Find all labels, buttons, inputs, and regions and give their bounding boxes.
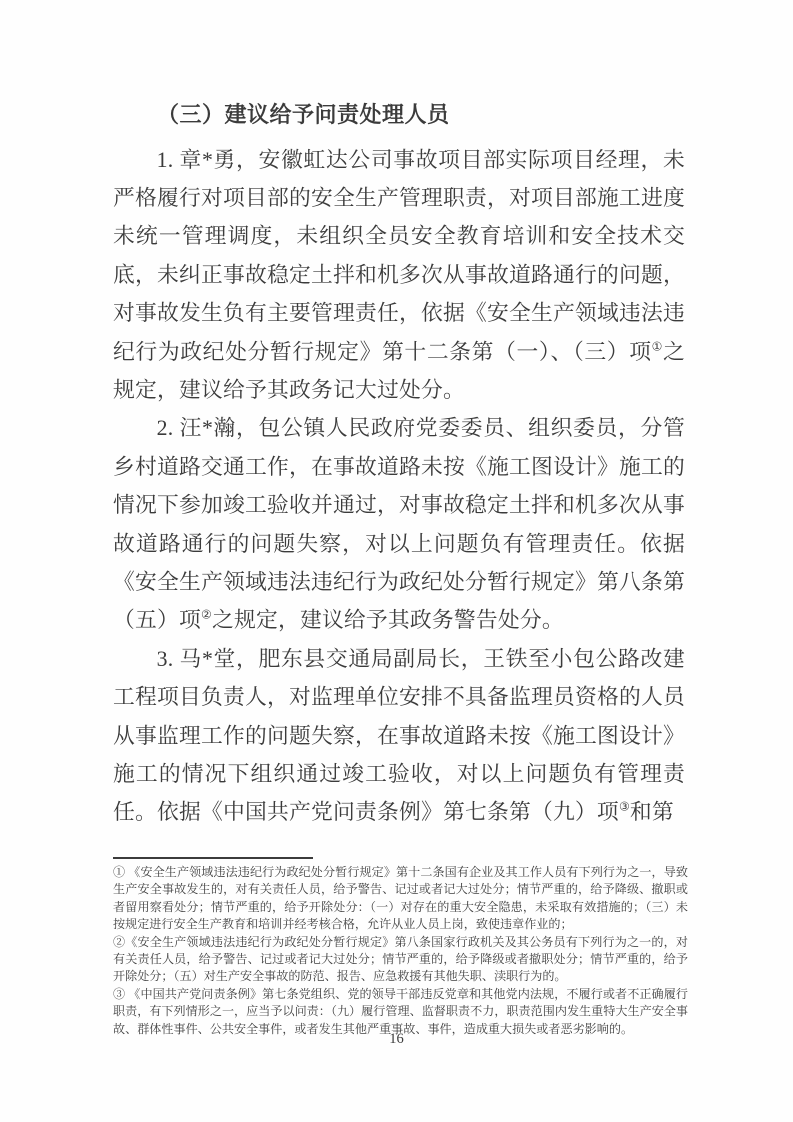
footnote-2: ②《安全生产领域违法违纪行为政纪处分暂行规定》第八条国家行政机关及其公务员有下列行为之一的，对有关责任人员，给予警告、记过或者记大过处分；情节严重的，给予降级或者撤职处分；情节严重的，给予开除处分；（五）对生产安全事故的防范、报告、应急救援有其他失职、渎职行为的。 xyxy=(113,934,688,984)
footnote-ref-icon: ② xyxy=(201,608,212,623)
footnote-1: ① 《安全生产领域违法违纪行为政纪处分暂行规定》第十二条国有企业及其工作人员有下列行为之一，导致生产安全事故发生的，对有关责任人员，给予警告、记过或者记大过处分；情节严重的，给予降级、撤职或者留用察看处分；情节严重的，给予开除处分：（一）对存在的重大安全隐患，未采取有效措施的；（三）未按规定进行安全生产教育和培训并经考核合格，允许从业人员上岗，致使违章作业的； xyxy=(113,865,688,932)
paragraph-person-3: 3. 马*堂，肥东县交通局副局长，王铁至小包公路改建工程项目负责人，对监理单位安排不具备监理员资格的人员从事监理工作的问题失察，在事故道路未按《施工图设计》施工的情况下组织通过竣工验收，对以上问题负有管理责任。依据《中国共产党问责条例》第七条第（九）项③和第 xyxy=(113,646,685,825)
paragraph-person-1: 1. 章*勇，安徽虹达公司事故项目部实际项目经理，未严格履行对项目部的安全生产管理职责，对项目部施工进度未统一管理调度，未组织全员安全教育培训和安全技术交底，未纠正事故稳定土拌和机多次从事故道路通行的问题，对事故发生负有主要管理责任，依据《安全生产领域违法违纪行为政纪处分暂行规定》第十二条第（一）、（三）项①之规定，建议给予其政务记大过处分。 xyxy=(113,147,685,402)
page-number: 16 xyxy=(389,1031,404,1047)
section-heading: （三）建议给予问责处理人员 xyxy=(157,102,450,127)
footnote-ref-icon: ① xyxy=(651,339,663,354)
footnotes-section xyxy=(113,864,688,1038)
footnote-separator xyxy=(113,857,313,859)
paragraph-person-2: 2. 汪*瀚，包公镇人民政府党委委员、组织委员，分管乡村道路交通工作，在事故道路未按《施工图设计》施工的情况下参加竣工验收并通过，对事故稳定土拌和机多次从事故道路通行的问题失察，对以上问题负有管理责任。依据《安全生产领域违法违纪行为政纪处分暂行规定》第八条第（五）项②之规定，建议给予其政务警告处分。 xyxy=(113,416,685,633)
footnote-ref-icon: ③ xyxy=(618,800,630,815)
document-body xyxy=(113,96,685,832)
footnote-3: ③ 《中国共产党问责条例》第七条党组织、党的领导干部违反党章和其他党内法规，不履行或者不正确履行职责，有下列情形之一，应当予以问责：（九）履行管理、监督职责不力，职责范围内发生重特大生产安全事故、群体性事件、公共安全事件，或者发生其他严重事故、事件，造成重大损失或者恶劣影响的。 xyxy=(113,986,688,1036)
